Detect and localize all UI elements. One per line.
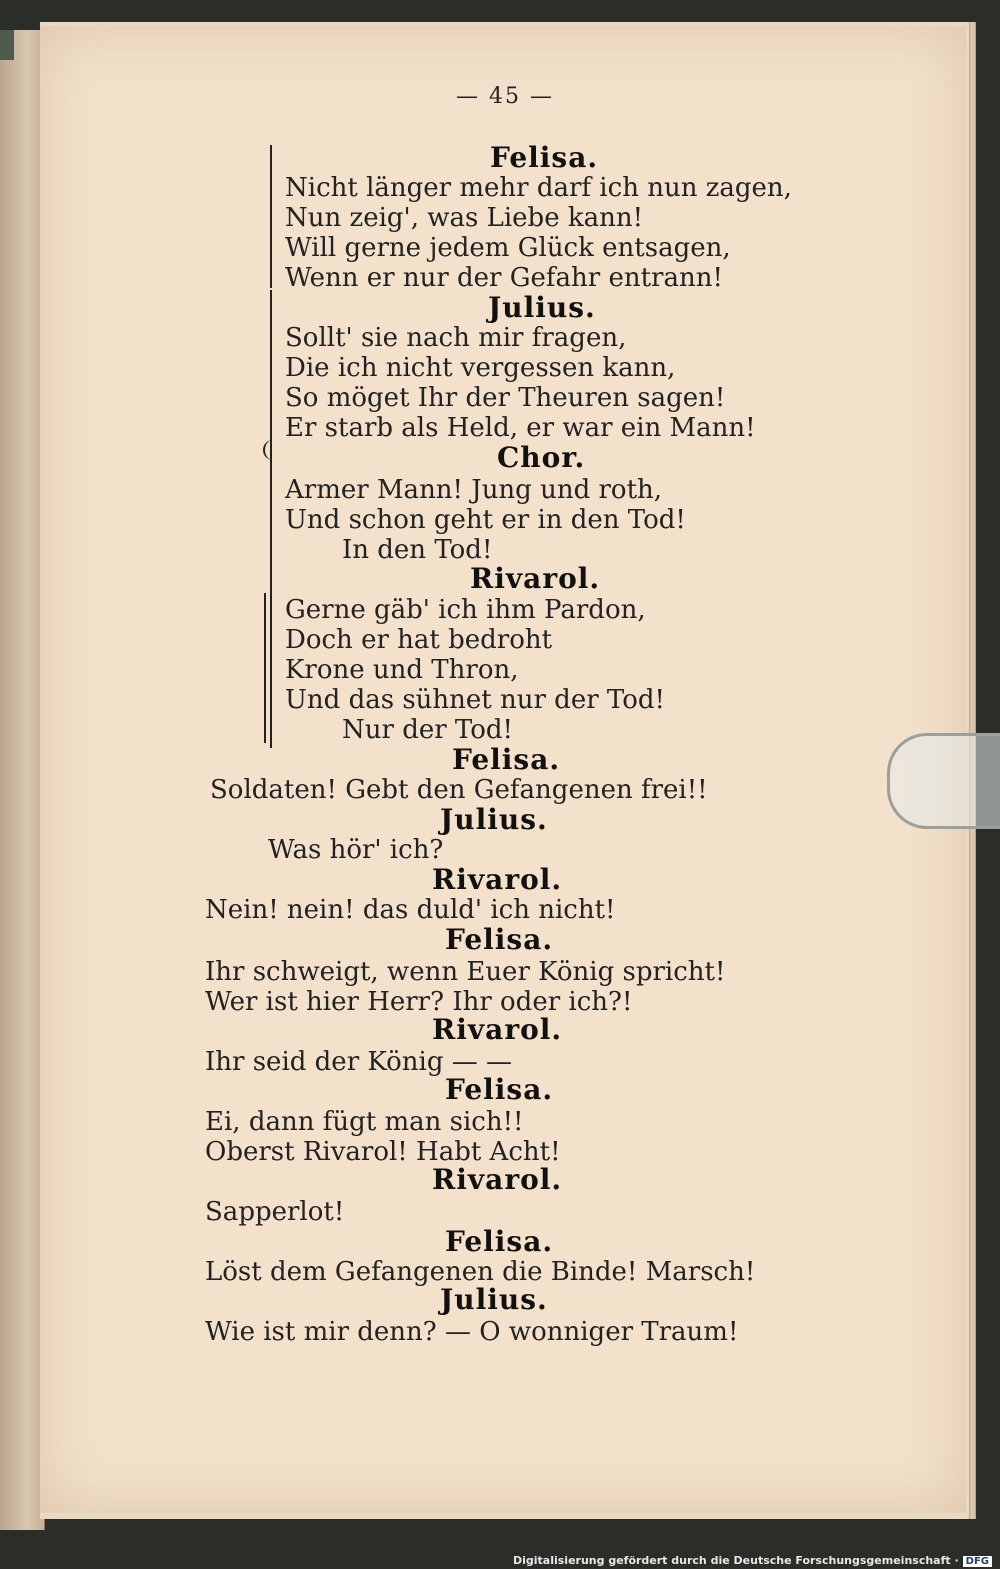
verse-line: Sollt' sie nach mir fragen, xyxy=(285,323,627,353)
verse-line: Ihr schweigt, wenn Euer König spricht! xyxy=(205,957,726,987)
speaker-name: Felisa. xyxy=(445,1073,554,1106)
speaker-name: Rivarol. xyxy=(432,1013,563,1046)
adjacent-page xyxy=(0,30,45,1530)
verse-line: Ei, dann fügt man sich!! xyxy=(205,1107,524,1137)
verse-line: Löst dem Gefangenen die Binde! Marsch! xyxy=(205,1257,756,1287)
speaker-name: Rivarol. xyxy=(470,562,601,595)
verse-line: Wie ist mir denn? — O wonniger Traum! xyxy=(205,1317,739,1347)
dfg-logo: DFG xyxy=(963,1556,992,1567)
credit-text: Digitalisierung gefördert durch die Deutsche Forschungsgemeinschaft · xyxy=(512,1554,959,1567)
speaker-name: Felisa. xyxy=(490,141,599,174)
digitization-credit xyxy=(513,1554,992,1567)
verse-line: Armer Mann! Jung und roth, xyxy=(285,475,663,505)
verse-line: Gerne gäb' ich ihm Pardon, xyxy=(285,595,646,625)
verse-line: Nein! nein! das duld' ich nicht! xyxy=(205,895,616,925)
verse-line: Sapperlot! xyxy=(205,1197,345,1227)
speaker-name: Felisa. xyxy=(445,1225,554,1258)
verse-line: Will gerne jedem Glück entsagen, xyxy=(285,233,731,263)
verse-line: Nur der Tod! xyxy=(342,715,513,745)
page-number: — 45 — xyxy=(456,84,554,109)
page-clip xyxy=(887,733,1000,829)
verse-line: Soldaten! Gebt den Gefangenen frei!! xyxy=(210,775,708,805)
book-cover-edge xyxy=(0,30,14,60)
verse-line: Nun zeig', was Liebe kann! xyxy=(285,203,644,233)
speaker-name: Julius. xyxy=(488,291,596,324)
verse-line: Er starb als Held, er war ein Mann! xyxy=(285,413,756,443)
verse-line: So möget Ihr der Theuren sagen! xyxy=(285,383,726,413)
verse-line: Nicht länger mehr darf ich nun zagen, xyxy=(285,173,792,203)
speaker-name: Felisa. xyxy=(445,923,554,956)
verse-bracket xyxy=(270,145,272,288)
speaker-name: Chor. xyxy=(497,441,586,474)
verse-line: Die ich nicht vergessen kann, xyxy=(285,353,676,383)
speaker-name: Julius. xyxy=(440,1283,548,1316)
verse-line: Und schon geht er in den Tod! xyxy=(285,505,686,535)
verse-line: Ihr seid der König — — xyxy=(205,1047,512,1077)
speaker-name: Rivarol. xyxy=(432,863,563,896)
verse-line: Krone und Thron, xyxy=(285,655,519,685)
verse-line: Wenn er nur der Gefahr entrann! xyxy=(285,263,723,293)
verse-line: Wer ist hier Herr? Ihr oder ich?! xyxy=(205,987,633,1017)
speaker-name: Rivarol. xyxy=(432,1163,563,1196)
speaker-name: Julius. xyxy=(440,803,548,836)
verse-line: Oberst Rivarol! Habt Acht! xyxy=(205,1137,561,1167)
speaker-name: Felisa. xyxy=(452,743,561,776)
verse-bracket xyxy=(264,593,266,743)
verse-bracket xyxy=(270,290,272,748)
verse-line: Und das sühnet nur der Tod! xyxy=(285,685,665,715)
verse-line: In den Tod! xyxy=(342,535,493,565)
verse-line: Was hör' ich? xyxy=(268,835,444,865)
verse-line: Doch er hat bedroht xyxy=(285,625,553,655)
